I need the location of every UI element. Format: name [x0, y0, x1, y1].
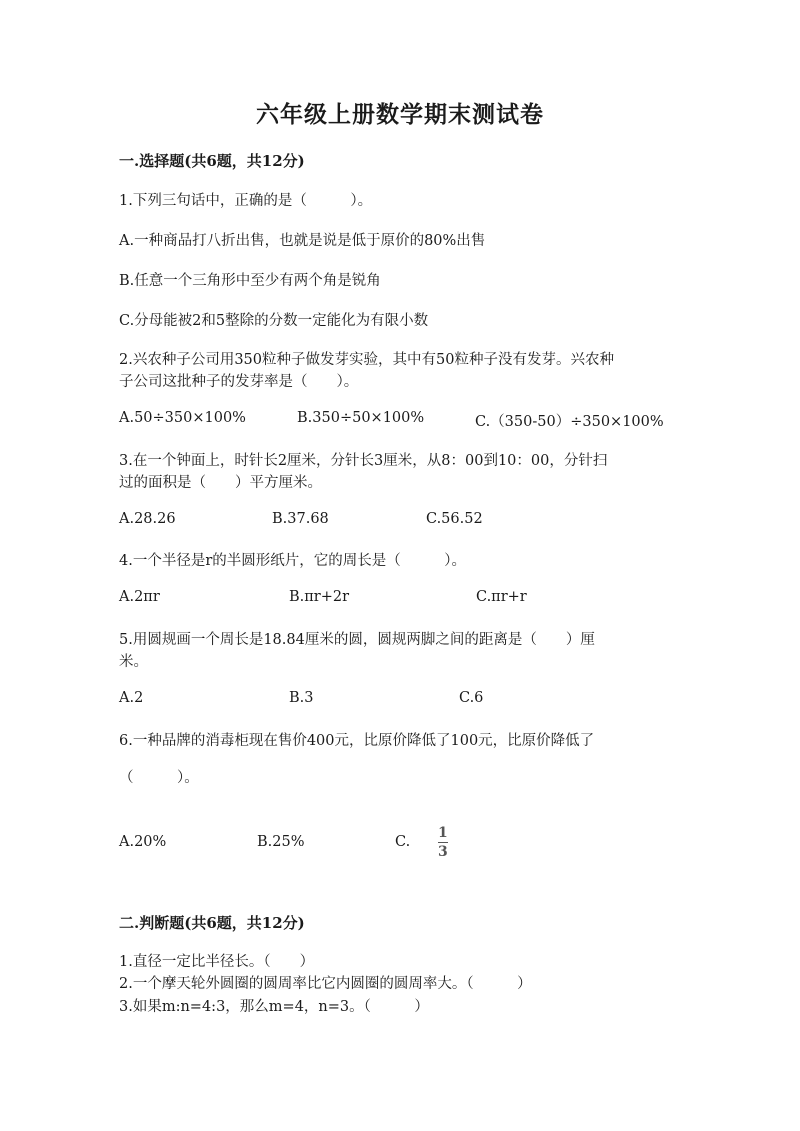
- question-3-option-b: B.37.68: [272, 511, 329, 527]
- question-3-stem-line-2: 过的面积是（ ）平方厘米。: [119, 475, 322, 491]
- question-6-option-a: A.20%: [119, 834, 167, 850]
- question-1-option-c: C.分母能被2和5整除的分数一定能化为有限小数: [119, 313, 429, 329]
- fraction-numerator: 1: [438, 825, 448, 841]
- question-1-option-b: B.任意一个三角形中至少有两个角是锐角: [119, 273, 381, 289]
- fraction-denominator: 3: [438, 844, 448, 860]
- section-heading-true-false: 二.判断题(共6题，共12分): [119, 914, 305, 932]
- question-6-stem-line-1: 6.一种品牌的消毒柜现在售价400元，比原价降低了100元，比原价降低了: [119, 733, 595, 749]
- question-3-stem-line-1: 3.在一个钟面上，时针长2厘米，分针长3厘米，从8：00到10：00，分针扫: [119, 453, 608, 469]
- question-5-stem-line-2: 米。: [119, 654, 148, 670]
- question-6-option-b: B.25%: [257, 834, 305, 850]
- question-5-option-a: A.2: [119, 690, 144, 706]
- question-2-option-c: C.（350-50）÷350×100%: [475, 414, 664, 430]
- question-4-option-c: C.πr+r: [476, 589, 527, 605]
- question-1-stem: 1.下列三句话中，正确的是（ ）。: [119, 193, 373, 209]
- question-4-stem: 4.一个半径是r的半圆形纸片，它的周长是（ ）。: [119, 553, 467, 569]
- question-4-option-b: B.πr+2r: [289, 589, 350, 605]
- question-2-stem-line-1: 2.兴农种子公司用350粒种子做发芽实验，其中有50粒种子没有发芽。兴农种: [119, 352, 614, 368]
- question-2-option-a: A.50÷350×100%: [119, 410, 246, 426]
- question-1-option-a: A.一种商品打八折出售，也就是说是低于原价的80%出售: [119, 233, 486, 249]
- question-2-option-b: B.350÷50×100%: [297, 410, 425, 426]
- question-3-option-c: C.56.52: [426, 511, 483, 527]
- question-5-stem-line-1: 5.用圆规画一个周长是18.84厘米的圆，圆规两脚之间的距离是（ ）厘: [119, 632, 595, 648]
- question-5-option-b: B.3: [289, 690, 314, 706]
- question-2-stem-line-2: 子公司这批种子的发芽率是（ ）。: [119, 374, 359, 390]
- true-false-item-2: 2.一个摩天轮外圆圈的圆周率比它内圆圈的圆周率大。（ ）: [119, 976, 532, 992]
- question-3-option-a: A.28.26: [119, 511, 176, 527]
- true-false-item-1: 1.直径一定比半径长。（ ）: [119, 954, 315, 970]
- question-6-option-c-fraction: [436, 826, 450, 859]
- page-title: 六年级上册数学期末测试卷: [256, 101, 544, 128]
- question-5-option-c: C.6: [459, 690, 484, 706]
- question-6-stem-line-2: （ ）。: [119, 770, 199, 786]
- question-6-option-c: C.: [395, 834, 411, 850]
- section-heading-choice: 一.选择题(共6题，共12分): [119, 152, 305, 170]
- question-4-option-a: A.2πr: [119, 589, 160, 605]
- true-false-item-3: 3.如果m:n=4:3，那么m=4，n=3。（ ）: [119, 999, 429, 1015]
